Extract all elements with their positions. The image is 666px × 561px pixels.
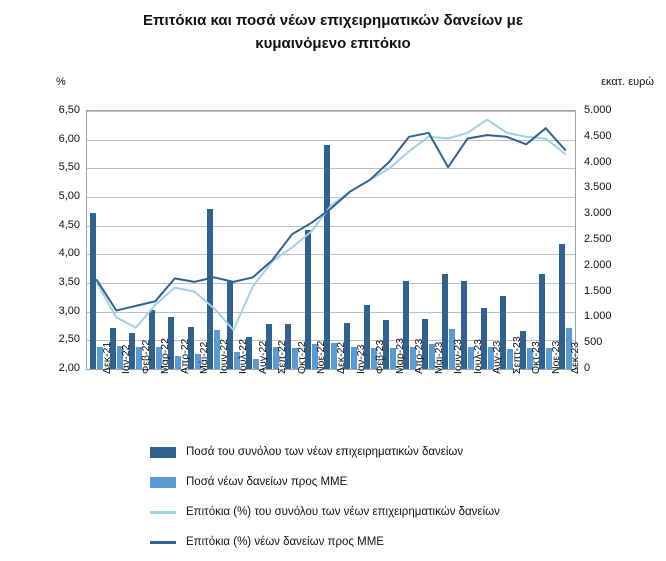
y-axis-right-tick-label: 4.000: [584, 155, 612, 168]
plot-area: [86, 110, 576, 370]
x-axis-tick-label: Απρ-22: [178, 338, 191, 374]
y-axis-right-tick-label: 1.000: [584, 310, 612, 323]
y-axis-right-tick-label: 4.500: [584, 129, 612, 142]
y-axis-left-tick-label: 2,50: [58, 333, 80, 346]
y-axis-left-tick-label: 5,50: [58, 161, 80, 174]
x-axis-tick-label: Φεβ-23: [374, 339, 387, 374]
x-axis-tick-label: Δεκ-22: [335, 341, 347, 374]
legend-item: [150, 437, 590, 467]
x-axis-tick-label: Ιουν-23: [452, 339, 465, 374]
y-axis-right-tick-label: 0: [584, 362, 591, 374]
legend-item: [150, 467, 590, 497]
y-axis-right-tick-label: 3.500: [584, 181, 612, 194]
legend-item-label: Επιτόκια (%) νέων δανείων προς ΜΜΕ: [186, 536, 384, 548]
y-axis-right-tick-label: 3.000: [584, 207, 612, 220]
x-axis-tick-label: Αυγ-22: [256, 340, 269, 374]
x-axis-tick-label: Ιουν-22: [217, 339, 230, 374]
legend-item: [150, 497, 590, 527]
line-sme-rate: [97, 128, 565, 310]
x-axis-tick-label: Ιαν-23: [354, 344, 367, 374]
y-axis-right-tick-label: 2.500: [584, 233, 612, 245]
legend-line-swatch: [150, 541, 176, 544]
y-axis-left-tick-label: 4,50: [58, 218, 80, 231]
x-axis-tick-label: Ιαν-22: [120, 344, 133, 374]
y-axis-right-tick-label: 5.000: [584, 104, 612, 116]
x-axis-tick-label: Μαρ-22: [159, 338, 172, 374]
x-axis-tick-label: Φεβ-22: [139, 339, 152, 374]
legend-line-swatch: [150, 511, 176, 514]
x-axis-tick-label: Οκτ-23: [530, 341, 543, 374]
chart-title-line-2: κυμαινόμενο επιτόκιο: [255, 34, 411, 52]
x-axis-tick-label: Αυγ-23: [491, 340, 504, 374]
y-axis-left-tick-label: 3,50: [58, 276, 80, 288]
x-axis-tick-label: Απρ-23: [413, 338, 426, 374]
left-axis-unit-label: %: [56, 76, 66, 88]
y-axis-left-tick-label: 4,00: [58, 247, 80, 260]
x-axis-tick-label: Νοε-23: [549, 340, 562, 374]
y-axis-right-tick-label: 500: [584, 336, 603, 349]
line-total-rate: [97, 120, 565, 330]
legend-item-label: Επιτόκια (%) του συνόλου των νέων επιχειρηματικών δανείων: [186, 506, 500, 518]
x-axis-tick-label: Ιουλ-23: [471, 339, 484, 374]
x-axis-tick-label: Οκτ-22: [295, 341, 308, 374]
line-series-layer: [87, 111, 575, 369]
chart-title: [60, 10, 606, 55]
y-axis-left-tick-label: 6,00: [58, 132, 80, 145]
legend-item: [150, 527, 590, 557]
x-axis-tick-label: Δεκ-23: [569, 341, 582, 374]
legend-bar-swatch: [150, 447, 176, 458]
right-axis-unit-label: εκατ. ευρώ: [601, 76, 654, 88]
x-axis-tick-label: Μάι-23: [432, 341, 445, 374]
y-axis-left-tick-label: 3,00: [58, 304, 80, 317]
chart-legend: [150, 437, 590, 557]
y-axis-left-tick-label: 5,00: [58, 190, 80, 202]
x-axis-tick-label: Μαρ-23: [393, 338, 406, 374]
x-axis-tick-label: Δεκ-21: [100, 341, 113, 374]
x-axis-tick-label: Ιουλ-22: [237, 339, 250, 374]
y-axis-right-tick-label: 1.500: [584, 284, 612, 297]
y-axis-right-tick-label: 2.000: [584, 258, 612, 271]
x-axis-tick-label: Σεπ-22: [276, 340, 289, 374]
legend-item-label: Ποσά νέων δανείων προς ΜΜΕ: [186, 476, 348, 488]
chart-title-line-1: Επιτόκια και ποσά νέων επιχειρηματικών δανείων με: [143, 12, 523, 29]
x-axis-tick-label: Νοε-22: [315, 340, 328, 374]
x-axis-tick-label: Μάι-22: [198, 341, 211, 374]
y-axis-left-tick-label: 2,00: [58, 362, 80, 374]
legend-bar-swatch: [150, 477, 176, 488]
y-axis-left-tick-label: 6,50: [58, 104, 80, 116]
legend-item-label: Ποσά του συνόλου των νέων επιχειρηματικών δανείων: [186, 446, 464, 458]
x-axis-tick-label: Σεπτ-23: [510, 336, 523, 374]
